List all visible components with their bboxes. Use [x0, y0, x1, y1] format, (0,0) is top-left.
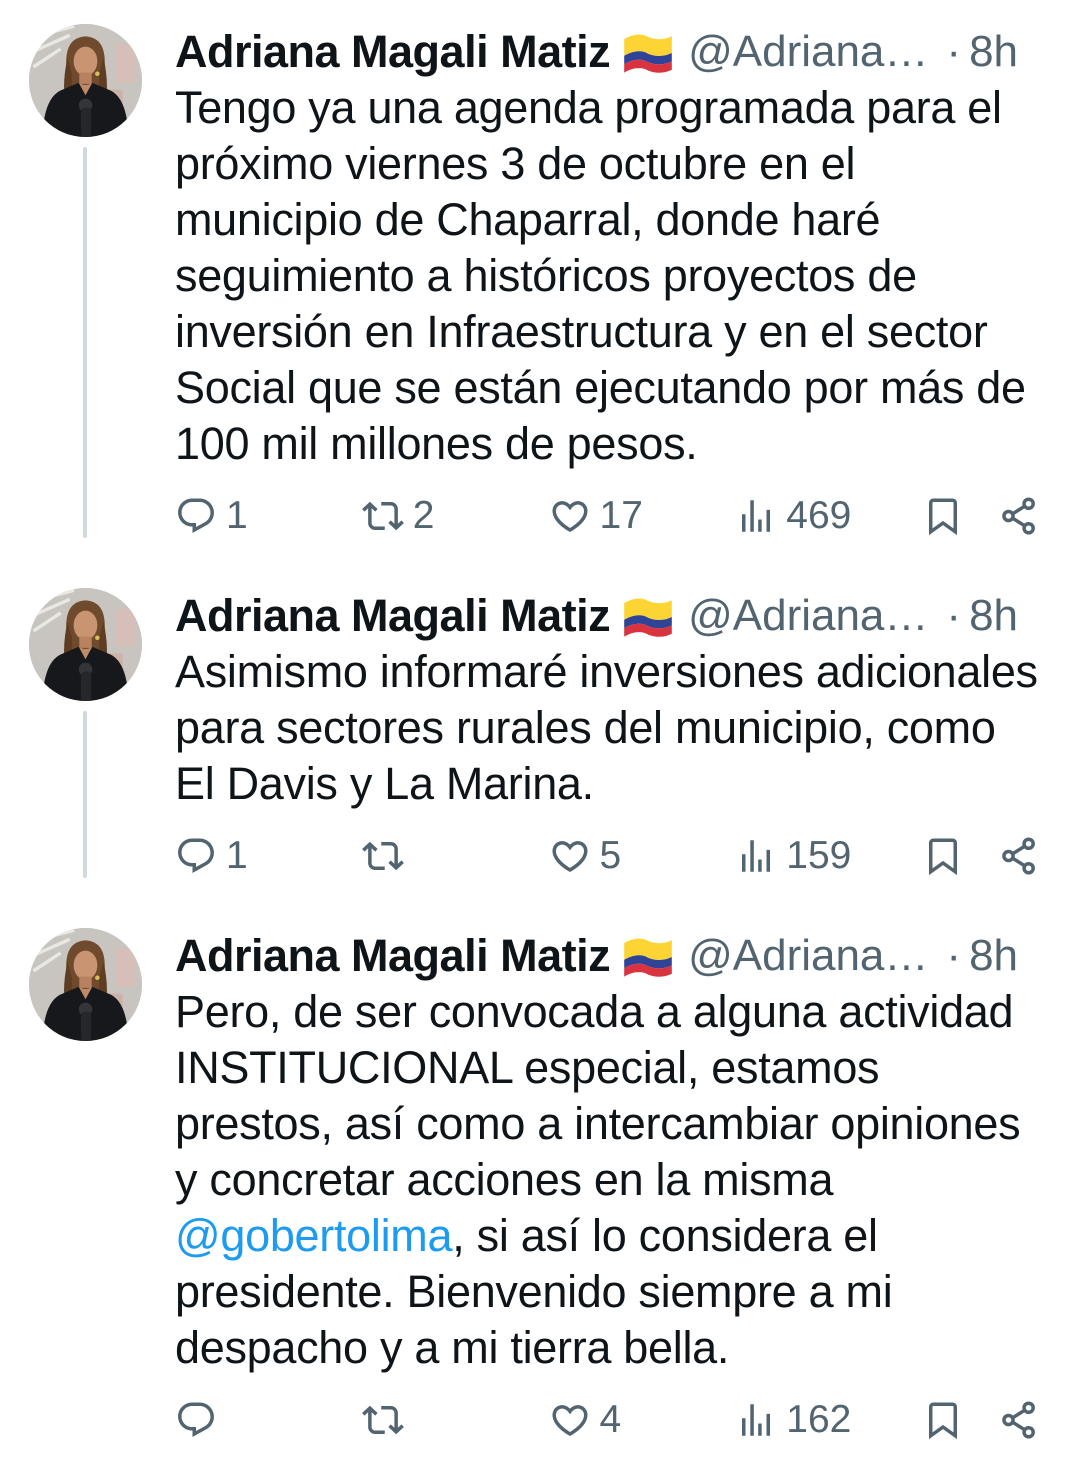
reply-icon [175, 1399, 217, 1441]
tweet-gutter [28, 588, 142, 878]
tweet-text-segment: , si así lo considera el presidente. Bienvenido siempre a mi despacho y a mi tierra bella. [175, 1210, 893, 1373]
author-handle[interactable]: @Adriana… [688, 27, 929, 76]
repost-icon [362, 1399, 404, 1441]
reply-button[interactable] [175, 494, 362, 538]
bookmark-button[interactable] [922, 835, 964, 877]
like-icon [549, 495, 591, 537]
tweet-gutter [28, 24, 142, 538]
views-button[interactable] [735, 494, 922, 538]
author-name[interactable]: Adriana Magali Matiz [175, 590, 611, 641]
tweet[interactable] [0, 564, 1080, 904]
reply-icon [175, 495, 217, 537]
like-icon [549, 1399, 591, 1441]
header-separator: · [946, 931, 962, 980]
colombia-flag-icon [622, 936, 674, 978]
more-icon [1028, 593, 1040, 639]
views-button[interactable] [735, 1398, 922, 1442]
tweet-text [175, 984, 1040, 1376]
timestamp[interactable]: 8h [969, 931, 1019, 980]
tweet-header [175, 588, 1040, 644]
tweet-header [175, 928, 1040, 984]
bookmark-icon [922, 835, 964, 877]
tweet-text [175, 644, 1040, 812]
action-bar [175, 834, 1040, 878]
thread-line [83, 147, 87, 538]
header-separator: · [946, 27, 962, 76]
like-count: 5 [599, 834, 622, 877]
share-icon [998, 495, 1040, 537]
more-icon [1028, 29, 1040, 75]
reply-icon [175, 835, 217, 877]
repost-icon [362, 495, 404, 537]
thread-line [83, 711, 87, 878]
more-icon [1028, 933, 1040, 979]
views-button[interactable] [735, 834, 922, 878]
more-menu-button[interactable] [1018, 29, 1040, 75]
header-separator: · [946, 591, 962, 640]
like-icon [549, 835, 591, 877]
more-menu-button[interactable] [1018, 593, 1040, 639]
views-count: 162 [786, 1398, 852, 1441]
action-bar [175, 1398, 1040, 1442]
views-count: 159 [786, 834, 852, 877]
repost-button[interactable] [362, 1399, 549, 1441]
like-button[interactable] [549, 1398, 736, 1442]
bookmark-button[interactable] [922, 495, 964, 537]
tweet-text-segment: Tengo ya una agenda programada para el próximo viernes 3 de octubre en el municipio de Chaparral, donde haré seguimiento a históricos proyectos de inversión en Infraestructura y en el sector Social que se están ejecutando por más de 100 mil millones de pesos. [175, 82, 1026, 469]
views-icon [735, 835, 777, 877]
like-button[interactable] [549, 494, 736, 538]
share-button[interactable] [998, 835, 1040, 877]
repost-button[interactable] [362, 494, 549, 538]
avatar[interactable] [29, 928, 142, 1041]
views-count: 469 [786, 494, 852, 537]
share-button[interactable] [998, 1399, 1040, 1441]
colombia-flag-icon [622, 32, 674, 74]
bookmark-icon [922, 1399, 964, 1441]
tweet-header [175, 24, 1040, 80]
avatar[interactable] [29, 588, 142, 701]
repost-icon [362, 835, 404, 877]
share-icon [998, 835, 1040, 877]
timestamp[interactable]: 8h [969, 27, 1019, 76]
author-name[interactable]: Adriana Magali Matiz [175, 26, 611, 77]
bookmark-button[interactable] [922, 1399, 964, 1441]
mention-link[interactable]: @gobertolima [175, 1210, 453, 1261]
share-button[interactable] [998, 495, 1040, 537]
tweet-text [175, 80, 1040, 472]
views-icon [735, 495, 777, 537]
like-count: 17 [599, 494, 643, 537]
views-icon [735, 1399, 777, 1441]
author-handle[interactable]: @Adriana… [688, 931, 929, 980]
tweet[interactable] [0, 904, 1080, 1468]
timestamp[interactable]: 8h [969, 591, 1019, 640]
bookmark-icon [922, 495, 964, 537]
author-handle[interactable]: @Adriana… [688, 591, 929, 640]
repost-count: 2 [412, 494, 435, 537]
reply-count: 1 [226, 834, 248, 877]
action-bar [175, 494, 1040, 538]
tweet-gutter [28, 928, 142, 1442]
tweet-text-segment: Pero, de ser convocada a alguna actividad INSTITUCIONAL especial, estamos prestos, así como a intercambiar opiniones y concretar acciones en la misma [175, 986, 1021, 1205]
more-menu-button[interactable] [1018, 933, 1040, 979]
like-button[interactable] [549, 834, 736, 878]
author-name[interactable]: Adriana Magali Matiz [175, 930, 611, 981]
reply-button[interactable] [175, 1399, 362, 1441]
avatar[interactable] [29, 24, 142, 137]
colombia-flag-icon [622, 596, 674, 638]
repost-button[interactable] [362, 835, 549, 877]
tweet-text-segment: Asimismo informaré inversiones adicionales para sectores rurales del municipio, como El Davis y La Marina. [175, 646, 1038, 809]
reply-button[interactable] [175, 834, 362, 878]
share-icon [998, 1399, 1040, 1441]
reply-count: 1 [226, 494, 248, 537]
like-count: 4 [599, 1398, 622, 1441]
tweet[interactable] [0, 0, 1080, 564]
